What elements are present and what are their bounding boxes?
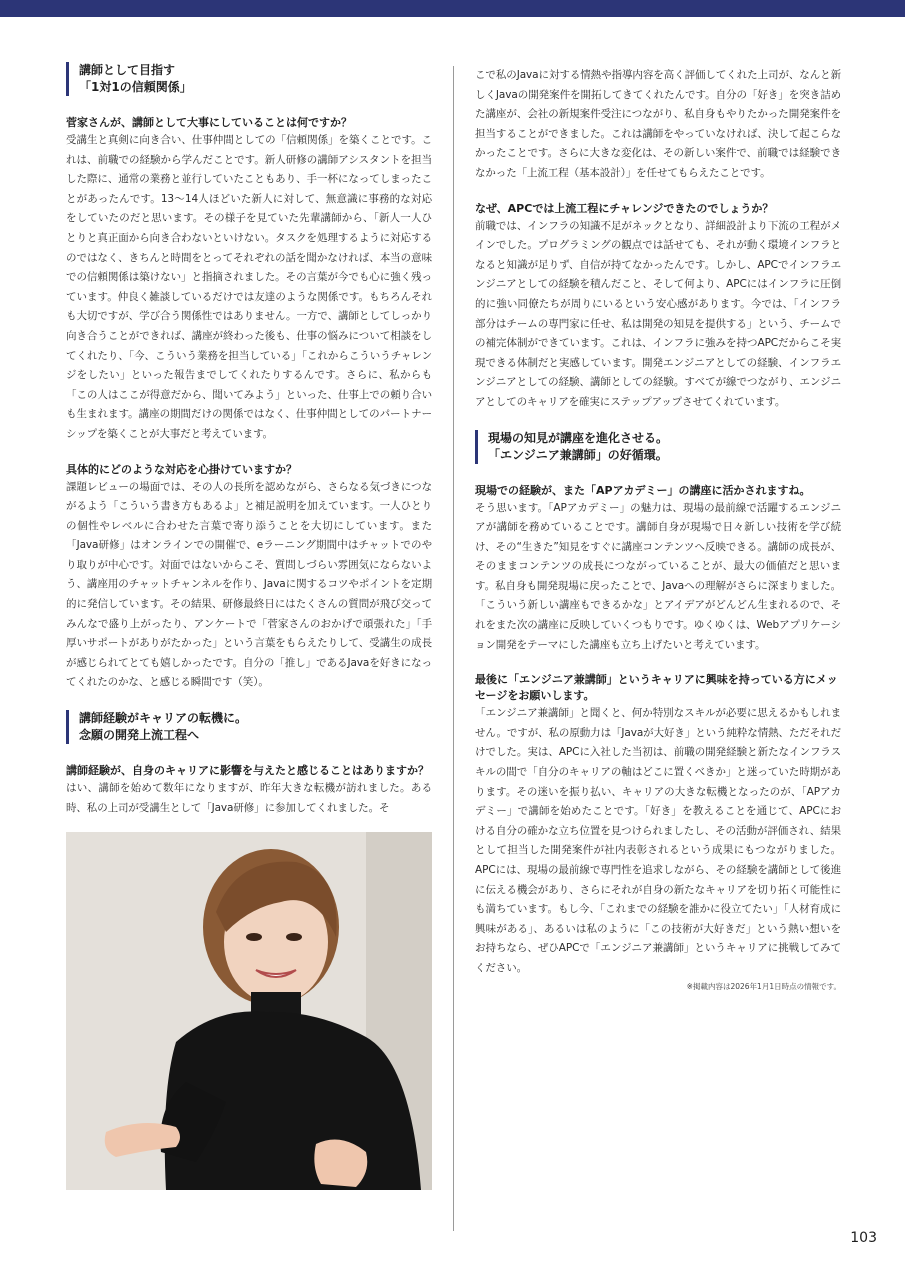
answer-upstream: 前職では、インフラの知識不足がネックとなり、詳細設計より下流の工程がメインでした。プログラミングの観点では話せても、それが動く環境インフラとなると知識が足りず、自信が持てなかったんです。しかし、APCでインフラエンジニアとしての経験を積んだこと、そして何より、APCにはインフラに圧倒的に強い同僚たちが周りにいるという安心感があります。今では、「インフラ部分はチームの専門家に任せ、私は開発の知見を提供する」という、チームでの補完体制ができています。これは、インフラに強みを持つAPCだからこそ実現できる体制だと実感しています。開発エンジニアとしての経験、インフラエンジニアとしての経験、講師としての経験。すべてが線でつながり、エンジニアとしてのキャリアを確実にステップアップさせてくれています。: [475, 219, 841, 408]
heading-line: 講師として目指す: [79, 63, 176, 77]
answer-important: 受講生と真剣に向き合い、仕事仲間としての「信頼関係」を築くことです。これは、前職での経験から学んだことです。新人研修の講師アシスタントを担当した際に、通常の業務と並行していたこともあり、手一杯になってしまったことがあったんです。13〜14人ほどいた新人に対して、無意識に事務的な対応をしていたのだと思います。その様子を見ていた先輩講師から、「新人一人ひとりと真正面から向き合わないといけない。タスクを処理するように対応するのではなく、きちんと時間をとってそれぞれの話を聞かなければ、本当の意味での信頼関係は築けない」と指摘されました。その言葉が今でも心に強く残っています。仲良く雑談しているだけでは友達のような関係です。もちろんそれも大切ですが、学び合う関係性ではありません。一方で、講師としてしっかり向き合うことができれば、講座が終わった後も、仕事の悩みについて相談をしてくれたり、「今、こういう業務を担当している」「これからこういうチャレンジをしたい」といった報告までしてくれたりするんです。さらに、私からも「この人はここが得意だから、聞いてみよう」といった、仕事上での頼り合いも生まれます。講座の期間だけの関係ではなく、仕事仲間としてのパートナーシップを築くことが大事だと考えています。: [66, 134, 432, 440]
info-date-note: ※掲載内容は2026年1月1日時点の情報です。: [686, 981, 841, 991]
question-career-impact: 講師経験が、自身のキャリアに影響を与えたと感じることはありますか？: [66, 764, 429, 778]
heading-line: 講師経験がキャリアの転機に。: [79, 711, 248, 726]
answer-approach: 課題レビューの場面では、その人の長所を認めながら、さらなる気づきにつながるよう「こういう書き方もあるよ」と補足説明を加えています。一人ひとりの個性やレベルに合わせた言葉で寄り添うことを大切にしています。また「Java研修」はオンラインでの開催で、eラーニング期間中はチャットでのやり取りが中心です。対面ではないからこそ、質問しづらい雰囲気にならないよう、講座用のチャットチャンネルを作り、Javaに関するコツやポイントを定期的に発信しています。その結果、研修最終日にはたくさんの質問が飛び交ってみんなで盛り上がったり、アンケートで「菅家さんのおかげで頑張れた」「手厚いサポートがありがたかった」という言葉をもらえたりして、受講生の成長が感じられてとても嬉しかったです。自分の「推し」であるJavaを好きになってくれたのかな、と感じる瞬間です（笑）。: [66, 480, 432, 689]
heading-line: 「1対1の信頼関係」: [79, 80, 192, 94]
instructor-photo: [66, 832, 432, 1190]
left-column: [66, 62, 432, 1190]
section-heading-cycle: [475, 430, 841, 464]
top-banner: [0, 0, 905, 17]
question-important: 菅家さんが、講師として大事にしていることは何ですか？: [66, 116, 352, 129]
answer-career-impact: はい、講師を始めて数年になりますが、昨年大きな転機が訪れました。ある時、私の上司が受講生として「Java研修」に参加してくれました。そ: [66, 782, 432, 814]
page-number: 103: [850, 1230, 877, 1246]
question-message: 最後に「エンジニア兼講師」というキャリアに興味を持っている方にメッセージをお願いします。: [475, 673, 838, 703]
heading-line: 「エンジニア兼講師」の好循環。: [488, 447, 668, 462]
answer-academy: そう思います。「APアカデミー」の魅力は、現場の最前線で活躍するエンジニアが講師を務めていることです。講師自身が現場で日々新しい技術を学び続け、その“生きた”知見をすぐに講座コンテンツへ反映できる。講師の成長が、そのままコンテンツの成長につながっていることが、最大の価値だと思います。私自身も開発現場に戻ったことで、Javaへの理解がさらに深まりました。「こういう新しい講座もできるかな」とアイデアがどんどん生まれるので、それをまた次の講座に反映していくつもりです。ゆくゆくは、Webアプリケーション開発をテーマにした講座も立ち上げたいと考えています。: [475, 501, 841, 651]
answer-message: 「エンジニア兼講師」と聞くと、何か特別なスキルが必要に思えるかもしれません。ですが、私の原動力は「Javaが大好き」という純粋な情熱、ただそれだけでした。実は、APCに入社した当初は、前職の開発経験と新たなインフラスキルの間で「自分のキャリアの軸はどこに置くべきか」と迷っていた時期があります。その迷いを振り払い、キャリアの大きな転機となったのが、「APアカデミー」で講師を始めたことです。「好き」を教えることを通じて、APCにおける自分の確かな立ち位置を見つけられましたし、その活動が評価され、結果として担当した開発案件が社内表彰されるという成果にもつながりました。APCには、現場の最前線で専門性を追求しながら、その経験を講師として後進に伝える機会があり、さらにそれが自身の新たなキャリアを切り拓く可能性にも満ちています。もし今、「これまでの経験を誰かに役立てたい」「人材育成に興味がある」、あるいは私のように「この技術が大好きだ」という熱い想いをお持ちなら、ぜひAPCで「エンジニア兼講師」というキャリアに挑戦してみてください。: [475, 707, 841, 974]
section-heading-trust: [66, 62, 432, 96]
right-column: [475, 66, 841, 993]
answer-career-impact-continued: こで私のJavaに対する情熱や指導内容を高く評価してくれた上司が、なんと新しくJavaの開発案件を開拓してきてくれたんです。自分の「好き」を突き詰めた講座が、会社の新規案件受注につながり、私自身もやりたかった開発案件を担当することができました。これは講師をやっていなければ、決して起こらなかったことです。さらに大きな変化は、その新しい案件で、前職では経験できなかった「上流工程（基本設計）」を任せてもらえたことです。: [475, 69, 841, 179]
section-heading-career: [66, 710, 432, 744]
question-academy: 現場での経験が、また「APアカデミー」の講座に活かされますね。: [475, 483, 811, 497]
question-upstream: なぜ、APCでは上流工程にチャレンジできたのでしょうか？: [475, 201, 774, 215]
question-approach: 具体的にどのような対応を心掛けていますか？: [66, 462, 297, 476]
heading-line: 現場の知見が講座を進化させる。: [488, 430, 669, 445]
portrait-illustration: [66, 832, 432, 1190]
heading-line: 念願の開発上流工程へ: [79, 728, 200, 743]
column-divider: [453, 66, 454, 1231]
